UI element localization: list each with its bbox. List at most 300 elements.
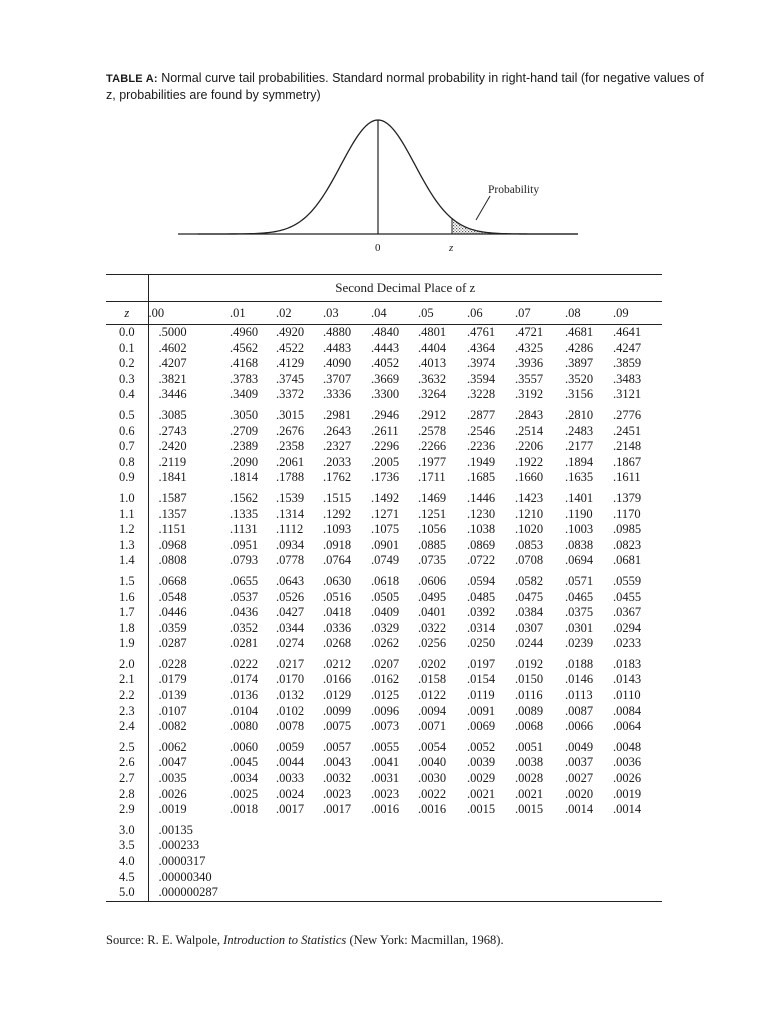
probability-cell [230, 838, 276, 854]
probability-cell: .0000317 [158, 854, 206, 868]
probability-cell: .0268 [323, 636, 352, 651]
table-row [106, 787, 662, 803]
probability-cell: .0455 [613, 589, 642, 604]
source-suffix: (New York: Macmillan, 1968). [346, 933, 504, 947]
column-header: .00 [148, 302, 230, 325]
probability-cell: .1922 [515, 454, 544, 469]
probability-cell: .0174 [230, 672, 259, 687]
probability-cell: .0015 [467, 802, 496, 817]
probability-cell: .1151 [158, 522, 187, 537]
probability-cell: .1660 [515, 470, 544, 485]
probability-cell: .4602 [158, 340, 187, 355]
probability-cell: .0392 [467, 605, 496, 620]
probability-cell: .4325 [515, 340, 544, 355]
z-value-cell: 0.5 [106, 408, 148, 424]
column-header: .03 [323, 302, 371, 325]
probability-cell: .0089 [515, 703, 544, 718]
probability-cell: .0256 [418, 636, 447, 651]
probability-cell: .2033 [323, 454, 352, 469]
probability-cell [230, 870, 276, 886]
probability-cell: .3015 [276, 407, 305, 422]
source-citation [106, 933, 504, 948]
source-prefix: Source: R. E. Walpole, [106, 933, 224, 947]
probability-cell: .0516 [323, 589, 352, 604]
probability-cell [418, 885, 467, 901]
probability-cell: .4364 [467, 340, 496, 355]
probability-cell: .2483 [565, 423, 594, 438]
probability-cell: .0027 [565, 771, 594, 786]
probability-cell: .0233 [613, 636, 642, 651]
probability-cell: .0019 [158, 802, 187, 817]
z-value-cell: 1.4 [106, 553, 148, 569]
title-row-spacer [106, 275, 148, 302]
probability-cell: .4801 [418, 325, 447, 339]
probability-cell: .3300 [371, 387, 400, 402]
probability-cell: .4286 [565, 340, 594, 355]
table-row [106, 802, 662, 818]
probability-cell: .0336 [323, 620, 352, 635]
probability-cell: .0183 [613, 656, 642, 671]
probability-cell: .0329 [371, 620, 400, 635]
probability-cell: .0026 [158, 786, 187, 801]
probability-cell: .2061 [276, 454, 305, 469]
probability-cell: .0401 [418, 605, 447, 620]
probability-cell: .1357 [158, 506, 187, 521]
probability-cell [230, 823, 276, 839]
probability-cell: .2843 [515, 407, 544, 422]
probability-cell: .2611 [371, 423, 399, 438]
probability-cell: .0869 [467, 537, 496, 552]
probability-cell: .0015 [515, 802, 544, 817]
probability-cell: .0016 [418, 802, 447, 817]
probability-cell: .2912 [418, 407, 447, 422]
probability-cell: .0384 [515, 605, 544, 620]
probability-cell: .0036 [613, 755, 642, 770]
probability-cell: .0352 [230, 620, 259, 635]
column-header: .06 [467, 302, 515, 325]
source-title: Introduction to Statistics [223, 933, 347, 947]
probability-cell: .0301 [565, 620, 594, 635]
probability-cell: .0019 [613, 786, 642, 801]
probability-cell: .0016 [371, 802, 400, 817]
probability-cell: .0985 [613, 522, 642, 537]
table-row [106, 672, 662, 688]
probability-cell: .2946 [371, 407, 400, 422]
probability-cell [565, 870, 613, 886]
probability-cell: .0073 [371, 719, 400, 734]
z-axis-label: z [449, 242, 454, 254]
probability-cell: .0630 [323, 573, 352, 588]
table-row [106, 870, 662, 886]
probability-cell: .0045 [230, 755, 259, 770]
probability-cell: .2148 [613, 439, 642, 454]
probability-cell: .4960 [230, 325, 259, 339]
probability-cell [371, 823, 418, 839]
probability-cell: .4090 [323, 356, 352, 371]
column-header: .07 [515, 302, 565, 325]
probability-cell: .0038 [515, 755, 544, 770]
probability-cell: .3859 [613, 356, 642, 371]
probability-cell: .1814 [230, 470, 259, 485]
probability-cell: .1210 [515, 506, 544, 521]
table-title-row [106, 275, 662, 302]
column-header: .05 [418, 302, 467, 325]
probability-cell: .0078 [276, 719, 305, 734]
probability-cell: .3409 [230, 387, 259, 402]
probability-cell [276, 885, 323, 901]
probability-cell: .2206 [515, 439, 544, 454]
probability-cell: .0918 [323, 537, 352, 552]
probability-cell [467, 823, 515, 839]
probability-cell: .0052 [467, 739, 496, 754]
probability-cell: .2090 [230, 454, 259, 469]
z-value-cell: 1.7 [106, 605, 148, 621]
probability-cell: .0107 [158, 703, 187, 718]
probability-table-container [106, 274, 662, 902]
table-row [106, 688, 662, 704]
probability-cell: .0170 [276, 672, 305, 687]
probability-cell: .0060 [230, 739, 259, 754]
probability-cell: .4207 [158, 356, 187, 371]
probability-cell: .0025 [230, 786, 259, 801]
probability-cell: .0735 [418, 553, 447, 568]
probability-cell [515, 854, 565, 870]
z-value-cell: 2.2 [106, 688, 148, 704]
probability-cell: .0017 [276, 802, 305, 817]
probability-cell: .0028 [515, 771, 544, 786]
probability-cell: .2981 [323, 407, 352, 422]
probability-cell: .1020 [515, 522, 544, 537]
probability-cell: .0749 [371, 553, 400, 568]
table-row [106, 455, 662, 471]
z-value-cell: 4.0 [106, 854, 148, 870]
probability-cell: .0021 [467, 786, 496, 801]
tail-probability-area [452, 219, 560, 234]
probability-cell: .0104 [230, 703, 259, 718]
z-value-cell: 1.9 [106, 636, 148, 652]
probability-cell [323, 838, 371, 854]
probability-cell: .0951 [230, 537, 259, 552]
z-value-cell: 2.8 [106, 787, 148, 803]
probability-cell: .0055 [371, 739, 400, 754]
probability-cell: .4483 [323, 340, 352, 355]
probability-cell: .0274 [276, 636, 305, 651]
probability-cell: .2776 [613, 407, 642, 422]
z-value-cell: 1.0 [106, 491, 148, 507]
probability-cell: .1038 [467, 522, 496, 537]
probability-cell: .4129 [276, 356, 305, 371]
probability-cell: .0014 [613, 802, 642, 817]
probability-cell: .0885 [418, 537, 447, 552]
probability-cell [613, 838, 662, 854]
probability-cell: .1736 [371, 470, 400, 485]
z-value-cell: 0.3 [106, 372, 148, 388]
column-header: .09 [613, 302, 662, 325]
probability-cell: .4247 [613, 340, 642, 355]
probability-cell: .0778 [276, 553, 305, 568]
probability-cell: .0084 [613, 703, 642, 718]
probability-cell: .1379 [613, 490, 642, 505]
probability-cell: .0032 [323, 771, 352, 786]
probability-cell: .1788 [276, 470, 305, 485]
probability-cell: .0080 [230, 719, 259, 734]
probability-cell: .0722 [467, 553, 496, 568]
probability-cell: .2578 [418, 423, 447, 438]
probability-cell: .0594 [467, 573, 496, 588]
probability-cell: .0119 [467, 688, 495, 703]
z-value-cell: 1.2 [106, 522, 148, 538]
column-group-title: Second Decimal Place of z [148, 275, 662, 302]
probability-cell: .0043 [323, 755, 352, 770]
probability-cell [613, 823, 662, 839]
probability-cell: .0035 [158, 771, 187, 786]
probability-cell: .4840 [371, 325, 400, 339]
probability-label: Probability [488, 184, 540, 196]
probability-cell [230, 854, 276, 870]
probability-cell: .0029 [467, 771, 496, 786]
probability-cell: .2546 [467, 423, 496, 438]
table-row [106, 590, 662, 606]
probability-cell: .0582 [515, 573, 544, 588]
probability-cell: .4562 [230, 340, 259, 355]
probability-cell: .0021 [515, 786, 544, 801]
probability-cell: .0102 [276, 703, 305, 718]
table-row [106, 439, 662, 455]
z-value-cell: 0.1 [106, 341, 148, 357]
probability-cell: .1401 [565, 490, 594, 505]
probability-cell: .1112 [276, 522, 304, 537]
probability-cell: .5000 [158, 325, 187, 339]
probability-cell: .1292 [323, 506, 352, 521]
probability-cell: .1867 [613, 454, 642, 469]
probability-cell: .1230 [467, 506, 496, 521]
probability-cell [323, 870, 371, 886]
probability-cell: .2327 [323, 439, 352, 454]
column-header-row [106, 302, 662, 325]
z-value-cell: 2.3 [106, 704, 148, 720]
probability-cell: .3821 [158, 371, 187, 386]
probability-cell [515, 823, 565, 839]
probability-cell: .0475 [515, 589, 544, 604]
probability-cell: .0146 [565, 672, 594, 687]
z-value-cell: 1.8 [106, 621, 148, 637]
probability-cell: .0075 [323, 719, 352, 734]
probability-cell: .0618 [371, 573, 400, 588]
z-value-cell: 2.5 [106, 740, 148, 756]
z-value-cell: 0.8 [106, 455, 148, 471]
table-row [106, 553, 662, 569]
probability-cell: .1335 [230, 506, 259, 521]
probability-cell: .0113 [565, 688, 593, 703]
probability-cell: .0033 [276, 771, 305, 786]
probability-cell: .0281 [230, 636, 259, 651]
probability-cell: .4404 [418, 340, 447, 355]
probability-cell: .2451 [613, 423, 642, 438]
column-header: .01 [230, 302, 276, 325]
z-value-cell: 5.0 [106, 885, 148, 901]
probability-cell: .0643 [276, 573, 305, 588]
probability-cell: .3783 [230, 371, 259, 386]
probability-cell [371, 854, 418, 870]
z-value-cell: 2.6 [106, 755, 148, 771]
probability-cell: .2877 [467, 407, 496, 422]
z-value-cell: 2.0 [106, 657, 148, 673]
probability-cell: .0031 [371, 771, 400, 786]
probability-cell: .0192 [515, 656, 544, 671]
probability-cell: .0044 [276, 755, 305, 770]
z-value-cell: 0.7 [106, 439, 148, 455]
probability-cell: .0048 [613, 739, 642, 754]
table-row [106, 387, 662, 403]
probability-cell: .0057 [323, 739, 352, 754]
zero-label: 0 [375, 242, 381, 254]
probability-cell: .0068 [515, 719, 544, 734]
table-row [106, 636, 662, 652]
probability-cell: .3483 [613, 371, 642, 386]
z-value-cell: 1.1 [106, 507, 148, 523]
probability-cell: .0823 [613, 537, 642, 552]
probability-cell [418, 854, 467, 870]
probability-cell: .1093 [323, 522, 352, 537]
table-row [106, 740, 662, 756]
probability-cell: .2358 [276, 439, 305, 454]
probability-cell: .1685 [467, 470, 496, 485]
table-body [106, 325, 662, 902]
probability-cell: .4168 [230, 356, 259, 371]
z-column-header: z [106, 302, 148, 325]
probability-cell: .0764 [323, 553, 352, 568]
probability-cell: .0139 [158, 688, 187, 703]
probability-cell: .0132 [276, 688, 305, 703]
probability-cell: .0606 [418, 573, 447, 588]
probability-cell: .1469 [418, 490, 447, 505]
column-header: .08 [565, 302, 613, 325]
probability-cell: .3156 [565, 387, 594, 402]
table-row [106, 507, 662, 523]
probability-cell [418, 838, 467, 854]
table-row [106, 854, 662, 870]
probability-cell: .0495 [418, 589, 447, 604]
column-header: .04 [371, 302, 418, 325]
probability-cell: .0367 [613, 605, 642, 620]
probability-cell: .0344 [276, 620, 305, 635]
probability-cell: .0049 [565, 739, 594, 754]
probability-cell: .0207 [371, 656, 400, 671]
probability-cell: .4880 [323, 325, 352, 339]
probability-cell: .0548 [158, 589, 187, 604]
table-row [106, 823, 662, 839]
probability-cell [371, 870, 418, 886]
probability-cell: .0026 [613, 771, 642, 786]
probability-cell: .0359 [158, 620, 187, 635]
probability-cell [467, 885, 515, 901]
probability-cell: .0150 [515, 672, 544, 687]
probability-cell: .0082 [158, 719, 187, 734]
probability-cell: .2743 [158, 423, 187, 438]
probability-cell: .4522 [276, 340, 305, 355]
probability-cell: .0262 [371, 636, 400, 651]
probability-cell: .1711 [418, 470, 446, 485]
probability-cell: .0087 [565, 703, 594, 718]
probability-cell: .0051 [515, 739, 544, 754]
z-value-cell: 1.3 [106, 538, 148, 554]
probability-cell: .0409 [371, 605, 400, 620]
probability-cell: .0017 [323, 802, 352, 817]
probability-cell: .0122 [418, 688, 447, 703]
probability-cell: .0023 [371, 786, 400, 801]
probability-cell: .0465 [565, 589, 594, 604]
probability-cell: .3707 [323, 371, 352, 386]
probability-cell: .0059 [276, 739, 305, 754]
table-row [106, 838, 662, 854]
probability-cell [565, 823, 613, 839]
probability-cell [323, 854, 371, 870]
table-row [106, 538, 662, 554]
probability-cell [467, 838, 515, 854]
probability-cell [276, 854, 323, 870]
probability-cell: .0179 [158, 672, 187, 687]
probability-cell: .2420 [158, 439, 187, 454]
probability-table [106, 274, 662, 902]
probability-cell [467, 854, 515, 870]
table-row [106, 341, 662, 357]
probability-cell: .3745 [276, 371, 305, 386]
probability-cell: .0526 [276, 589, 305, 604]
probability-cell: .2266 [418, 439, 447, 454]
probability-cell: .0136 [230, 688, 259, 703]
table-row [106, 771, 662, 787]
probability-cell: .3336 [323, 387, 352, 402]
probability-cell [230, 885, 276, 901]
caption-label: TABLE A: [106, 73, 158, 85]
probability-cell [276, 870, 323, 886]
probability-cell: .1251 [418, 506, 447, 521]
probability-cell: .0808 [158, 553, 187, 568]
probability-cell: .1539 [276, 490, 305, 505]
z-value-cell: 0.4 [106, 387, 148, 403]
probability-cell [613, 870, 662, 886]
probability-cell: .000000287 [148, 885, 230, 901]
probability-cell: .0239 [565, 636, 594, 651]
probability-cell: .1131 [230, 522, 258, 537]
probability-cell: .0041 [371, 755, 400, 770]
normal-curve-figure [0, 0, 768, 270]
probability-cell: .1190 [565, 506, 593, 521]
probability-cell: .0143 [613, 672, 642, 687]
probability-cell: .0681 [613, 553, 642, 568]
probability-cell: .0250 [467, 636, 496, 651]
probability-cell: .3264 [418, 387, 447, 402]
probability-cell: .1271 [371, 506, 400, 521]
probability-cell: .0040 [418, 755, 447, 770]
probability-cell: .1841 [158, 470, 187, 485]
z-value-cell: 2.7 [106, 771, 148, 787]
probability-cell: .4681 [565, 325, 594, 339]
z-value-cell: 3.0 [106, 823, 148, 839]
probability-cell: .0020 [565, 786, 594, 801]
probability-cell: .2177 [565, 439, 594, 454]
probability-cell [467, 870, 515, 886]
z-value-cell: 4.5 [106, 870, 148, 886]
probability-cell: .0375 [565, 605, 594, 620]
probability-cell: .3594 [467, 371, 496, 386]
probability-cell: .0485 [467, 589, 496, 604]
probability-pointer [476, 196, 490, 220]
table-row [106, 356, 662, 372]
probability-cell: .3557 [515, 371, 544, 386]
probability-cell: .2676 [276, 423, 305, 438]
probability-cell: .0934 [276, 537, 305, 552]
